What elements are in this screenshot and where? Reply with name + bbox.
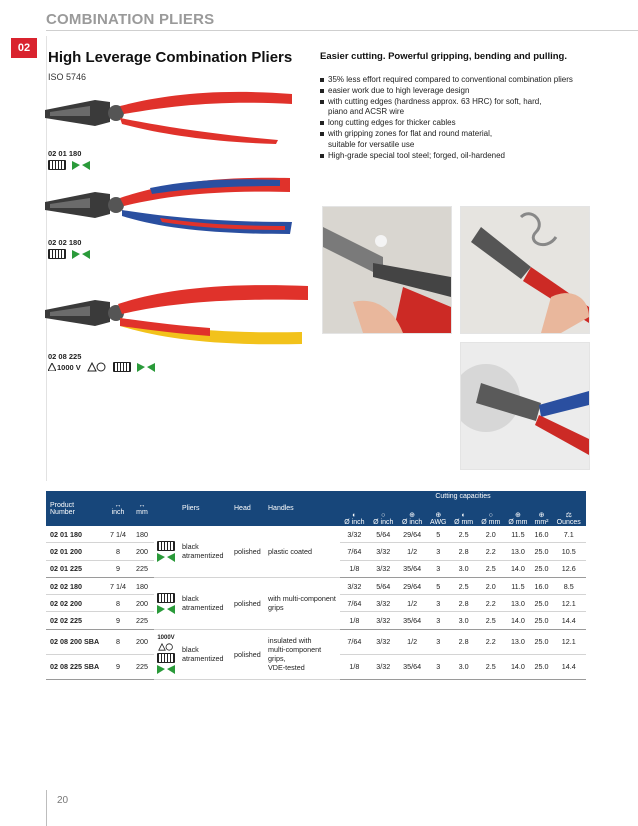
cut-value: 3 [427, 560, 450, 577]
length-inch-label: inch [111, 508, 125, 516]
specs-table [46, 491, 586, 680]
feature-item: with gripping zones for flat and round material, suitable for versatile use [320, 129, 620, 151]
cut-value: 2.2 [477, 543, 504, 560]
cut-value: 3/32 [340, 526, 369, 543]
photo-cutting-cable [460, 342, 590, 470]
voltage-badge [48, 363, 81, 372]
feature-item: with cutting edges (hardness approx. 63 HRC) for soft, hard, piano and ACSR wire [320, 97, 620, 119]
cut-value: 7/64 [340, 543, 369, 560]
cut-value: 3 [427, 612, 450, 629]
cut-value: 29/64 [398, 577, 427, 594]
cut-value: 25.0 [532, 560, 552, 577]
weight-value: 12.6 [551, 560, 586, 577]
footer-rule [46, 790, 47, 826]
plier-image-insulated [40, 280, 320, 346]
cut-value: 5/64 [369, 577, 398, 594]
cutting-edge-icon [72, 250, 90, 259]
pliers-finish: black atramentized [178, 526, 230, 577]
table-row [46, 629, 586, 654]
length-inch: 7 1/4 [106, 577, 130, 594]
feature-item: easier work due to high leverage design [320, 86, 620, 97]
cut-value: 2.5 [450, 577, 477, 594]
header-cut-col [477, 502, 504, 526]
header-rule [46, 30, 638, 31]
cut-value: 1/2 [398, 629, 427, 654]
cut-value: 7/64 [340, 595, 369, 612]
cut-value: 3.0 [450, 612, 477, 629]
product-number: 02 02 180 [46, 577, 106, 594]
pliers-finish: black atramentized [178, 577, 230, 629]
variant-icons-1 [48, 160, 90, 170]
head-finish: polished [230, 526, 264, 577]
cut-value: 1/8 [340, 560, 369, 577]
cut-value: 2.2 [477, 595, 504, 612]
row-icons [154, 577, 178, 629]
hard-wire-icon: ○ [488, 512, 493, 519]
length-mm: 180 [130, 526, 154, 543]
cut-value: 3.0 [450, 654, 477, 679]
warning-triangle-icon [48, 363, 56, 371]
cut-value: 2.5 [477, 612, 504, 629]
cut-value: 25.0 [532, 595, 552, 612]
cut-value: 14.0 [504, 654, 531, 679]
grip-zone-icon [48, 160, 66, 170]
photo-cutting-wire [322, 206, 452, 334]
cut-value: 2.0 [477, 577, 504, 594]
cut-value: 25.0 [532, 612, 552, 629]
length-inch: 8 [106, 543, 130, 560]
cut-value: 3 [427, 654, 450, 679]
length-mm: 225 [130, 654, 154, 679]
hard-wire-icon: ○ [381, 512, 386, 519]
length-mm: 200 [130, 595, 154, 612]
cut-value: 5 [427, 577, 450, 594]
cut-value: 3 [427, 629, 450, 654]
cutting-edge-icon [157, 605, 175, 614]
cut-value: 1/2 [398, 595, 427, 612]
header-cut-col [450, 502, 477, 526]
cutting-edge-icon [137, 363, 155, 372]
weight-value: 14.4 [551, 612, 586, 629]
grip-zone-icon [157, 541, 175, 551]
header-length-inch [106, 491, 130, 526]
handles-type: plastic coated [264, 526, 340, 577]
section-title: COMBINATION PLIERS [46, 11, 215, 28]
cut-value: 2.5 [477, 560, 504, 577]
length-arrow-icon: ↔ [138, 501, 146, 509]
cut-value: 1/2 [398, 543, 427, 560]
cut-value: 35/64 [398, 560, 427, 577]
handles-type: insulated with multi-component grips, VDE-tested [264, 629, 340, 679]
cutting-edge-icon [72, 161, 90, 170]
length-mm: 225 [130, 612, 154, 629]
cut-value: 3/32 [369, 595, 398, 612]
product-number: 02 08 200 SBA [46, 629, 106, 654]
grip-zone-icon [157, 593, 175, 603]
cut-value: 13.0 [504, 629, 531, 654]
cut-value: 3 [427, 543, 450, 560]
vde-gs-icon [87, 362, 107, 372]
row-icons [154, 629, 178, 679]
cut-value: 14.0 [504, 612, 531, 629]
section-number-badge: 02 [11, 38, 37, 58]
voltage-label: 1000 V [57, 362, 81, 372]
length-inch: 8 [106, 629, 130, 654]
product-number: 02 02 200 [46, 595, 106, 612]
cut-value: 13.0 [504, 543, 531, 560]
table-row [46, 577, 586, 594]
length-inch: 7 1/4 [106, 526, 130, 543]
grip-zone-icon [48, 249, 66, 259]
cut-value: 5 [427, 526, 450, 543]
header-cut-col [551, 502, 586, 526]
header-cut-col [398, 502, 427, 526]
weight-value: 10.5 [551, 543, 586, 560]
plier-image-red [40, 86, 300, 144]
cut-value: 2.0 [477, 526, 504, 543]
col-label: Ø inch [373, 519, 394, 526]
cut-value: 1/8 [340, 612, 369, 629]
header-cutting-capacities: Cutting capacities [340, 491, 586, 502]
soft-wire-icon: ◐ [352, 512, 357, 519]
variant-icons-3 [48, 362, 155, 372]
cable-icon: ⊕ [435, 512, 442, 519]
col-label: Ounces [556, 519, 581, 526]
feature-item: long cutting edges for thicker cables [320, 118, 620, 129]
cut-value: 7/64 [340, 629, 369, 654]
table-row [46, 526, 586, 543]
cut-value: 3/32 [369, 612, 398, 629]
weight-value: 12.1 [551, 629, 586, 654]
page-number: 20 [57, 795, 69, 806]
length-mm: 200 [130, 629, 154, 654]
weight-value: 7.1 [551, 526, 586, 543]
product-title: High Leverage Combination Pliers [48, 49, 293, 66]
cut-value: 3.0 [450, 560, 477, 577]
col-label: Ø inch [344, 519, 365, 526]
cut-value: 2.5 [477, 654, 504, 679]
length-inch: 9 [106, 560, 130, 577]
cut-value: 2.8 [450, 629, 477, 654]
cutting-edge-icon [157, 553, 175, 562]
cut-value: 25.0 [532, 654, 552, 679]
cable-icon: ⊕ [515, 512, 521, 519]
cut-value: 2.8 [450, 595, 477, 612]
cut-value: 11.5 [504, 526, 531, 543]
cut-value: 5/64 [369, 526, 398, 543]
cut-value: 16.0 [532, 526, 552, 543]
cut-value: 35/64 [398, 612, 427, 629]
voltage-label: 1000V [157, 634, 175, 641]
col-label: Ø mm [454, 519, 474, 526]
length-mm: 180 [130, 577, 154, 594]
header-product-number: Product Number [46, 491, 106, 526]
product-number: 02 01 225 [46, 560, 106, 577]
length-mm-label: mm [136, 508, 148, 516]
cut-value: 16.0 [532, 577, 552, 594]
cut-value: 1/8 [340, 654, 369, 679]
weight-value: 8.5 [551, 577, 586, 594]
feature-item: 35% less effort required compared to conventional combination pliers [320, 75, 620, 86]
cut-value: 3/32 [369, 543, 398, 560]
photo-bending-wire [460, 206, 590, 334]
col-label: AWG [430, 519, 447, 526]
cut-value: 25.0 [532, 543, 552, 560]
length-inch: 9 [106, 654, 130, 679]
length-inch: 9 [106, 612, 130, 629]
col-label: Ø mm [508, 519, 528, 526]
variant-code-3: 02 08 225 [48, 352, 82, 361]
length-inch: 8 [106, 595, 130, 612]
variant-icons-2 [48, 249, 90, 259]
cut-value: 35/64 [398, 654, 427, 679]
cut-value: 25.0 [532, 629, 552, 654]
scale-icon: ⚖ [565, 512, 572, 519]
length-arrow-icon: ↔ [114, 501, 122, 509]
feature-list [320, 75, 620, 161]
cut-value: 3/32 [369, 654, 398, 679]
grip-zone-icon [157, 653, 175, 663]
product-number: 02 02 225 [46, 612, 106, 629]
header-cut-col [504, 502, 531, 526]
cut-value: 2.5 [450, 526, 477, 543]
cut-value: 13.0 [504, 595, 531, 612]
cable-icon: ⊕ [538, 512, 545, 519]
header-cut-col [532, 502, 552, 526]
header-cut-col [340, 502, 369, 526]
feature-item: High-grade special tool steel; forged, oil-hardened [320, 151, 620, 162]
row-icons [154, 526, 178, 577]
head-finish: polished [230, 577, 264, 629]
cut-value: 3/32 [369, 629, 398, 654]
weight-value: 14.4 [551, 654, 586, 679]
header-length-mm [130, 491, 154, 526]
cut-value: 3 [427, 595, 450, 612]
variant-code-2: 02 02 180 [48, 238, 82, 247]
header-icons [154, 491, 178, 526]
vde-gs-icon [157, 643, 175, 651]
pliers-finish: black atramentized [178, 629, 230, 679]
grip-zone-icon [113, 362, 131, 372]
col-label: mm² [534, 519, 549, 526]
cut-value: 29/64 [398, 526, 427, 543]
col-label: Ø inch [401, 519, 423, 526]
plier-image-multicomponent [40, 172, 300, 234]
header-handles: Handles [264, 491, 340, 526]
handles-type: with multi-component grips [264, 577, 340, 629]
header-head: Head [230, 491, 264, 526]
cut-value: 2.8 [450, 543, 477, 560]
cutting-edge-icon [157, 665, 175, 674]
iso-standard: ISO 5746 [48, 72, 87, 82]
product-number: 02 01 180 [46, 526, 106, 543]
cut-value: 14.0 [504, 560, 531, 577]
header-cut-col [369, 502, 398, 526]
variant-code-1: 02 01 180 [48, 149, 82, 158]
length-mm: 200 [130, 543, 154, 560]
cable-icon: ⊕ [409, 512, 416, 519]
weight-value: 12.1 [551, 595, 586, 612]
product-number: 02 08 225 SBA [46, 654, 106, 679]
description-headline: Easier cutting. Powerful gripping, bending and pulling. [320, 51, 567, 62]
cut-value: 11.5 [504, 577, 531, 594]
cut-value: 3/32 [340, 577, 369, 594]
table-header-row [46, 491, 586, 502]
head-finish: polished [230, 629, 264, 679]
header-pliers: Pliers [178, 491, 230, 526]
cut-value: 2.2 [477, 629, 504, 654]
soft-wire-icon: ◐ [461, 512, 466, 519]
col-label: Ø mm [481, 519, 501, 526]
product-number: 02 01 200 [46, 543, 106, 560]
length-mm: 225 [130, 560, 154, 577]
cut-value: 3/32 [369, 560, 398, 577]
header-cut-col [427, 502, 450, 526]
